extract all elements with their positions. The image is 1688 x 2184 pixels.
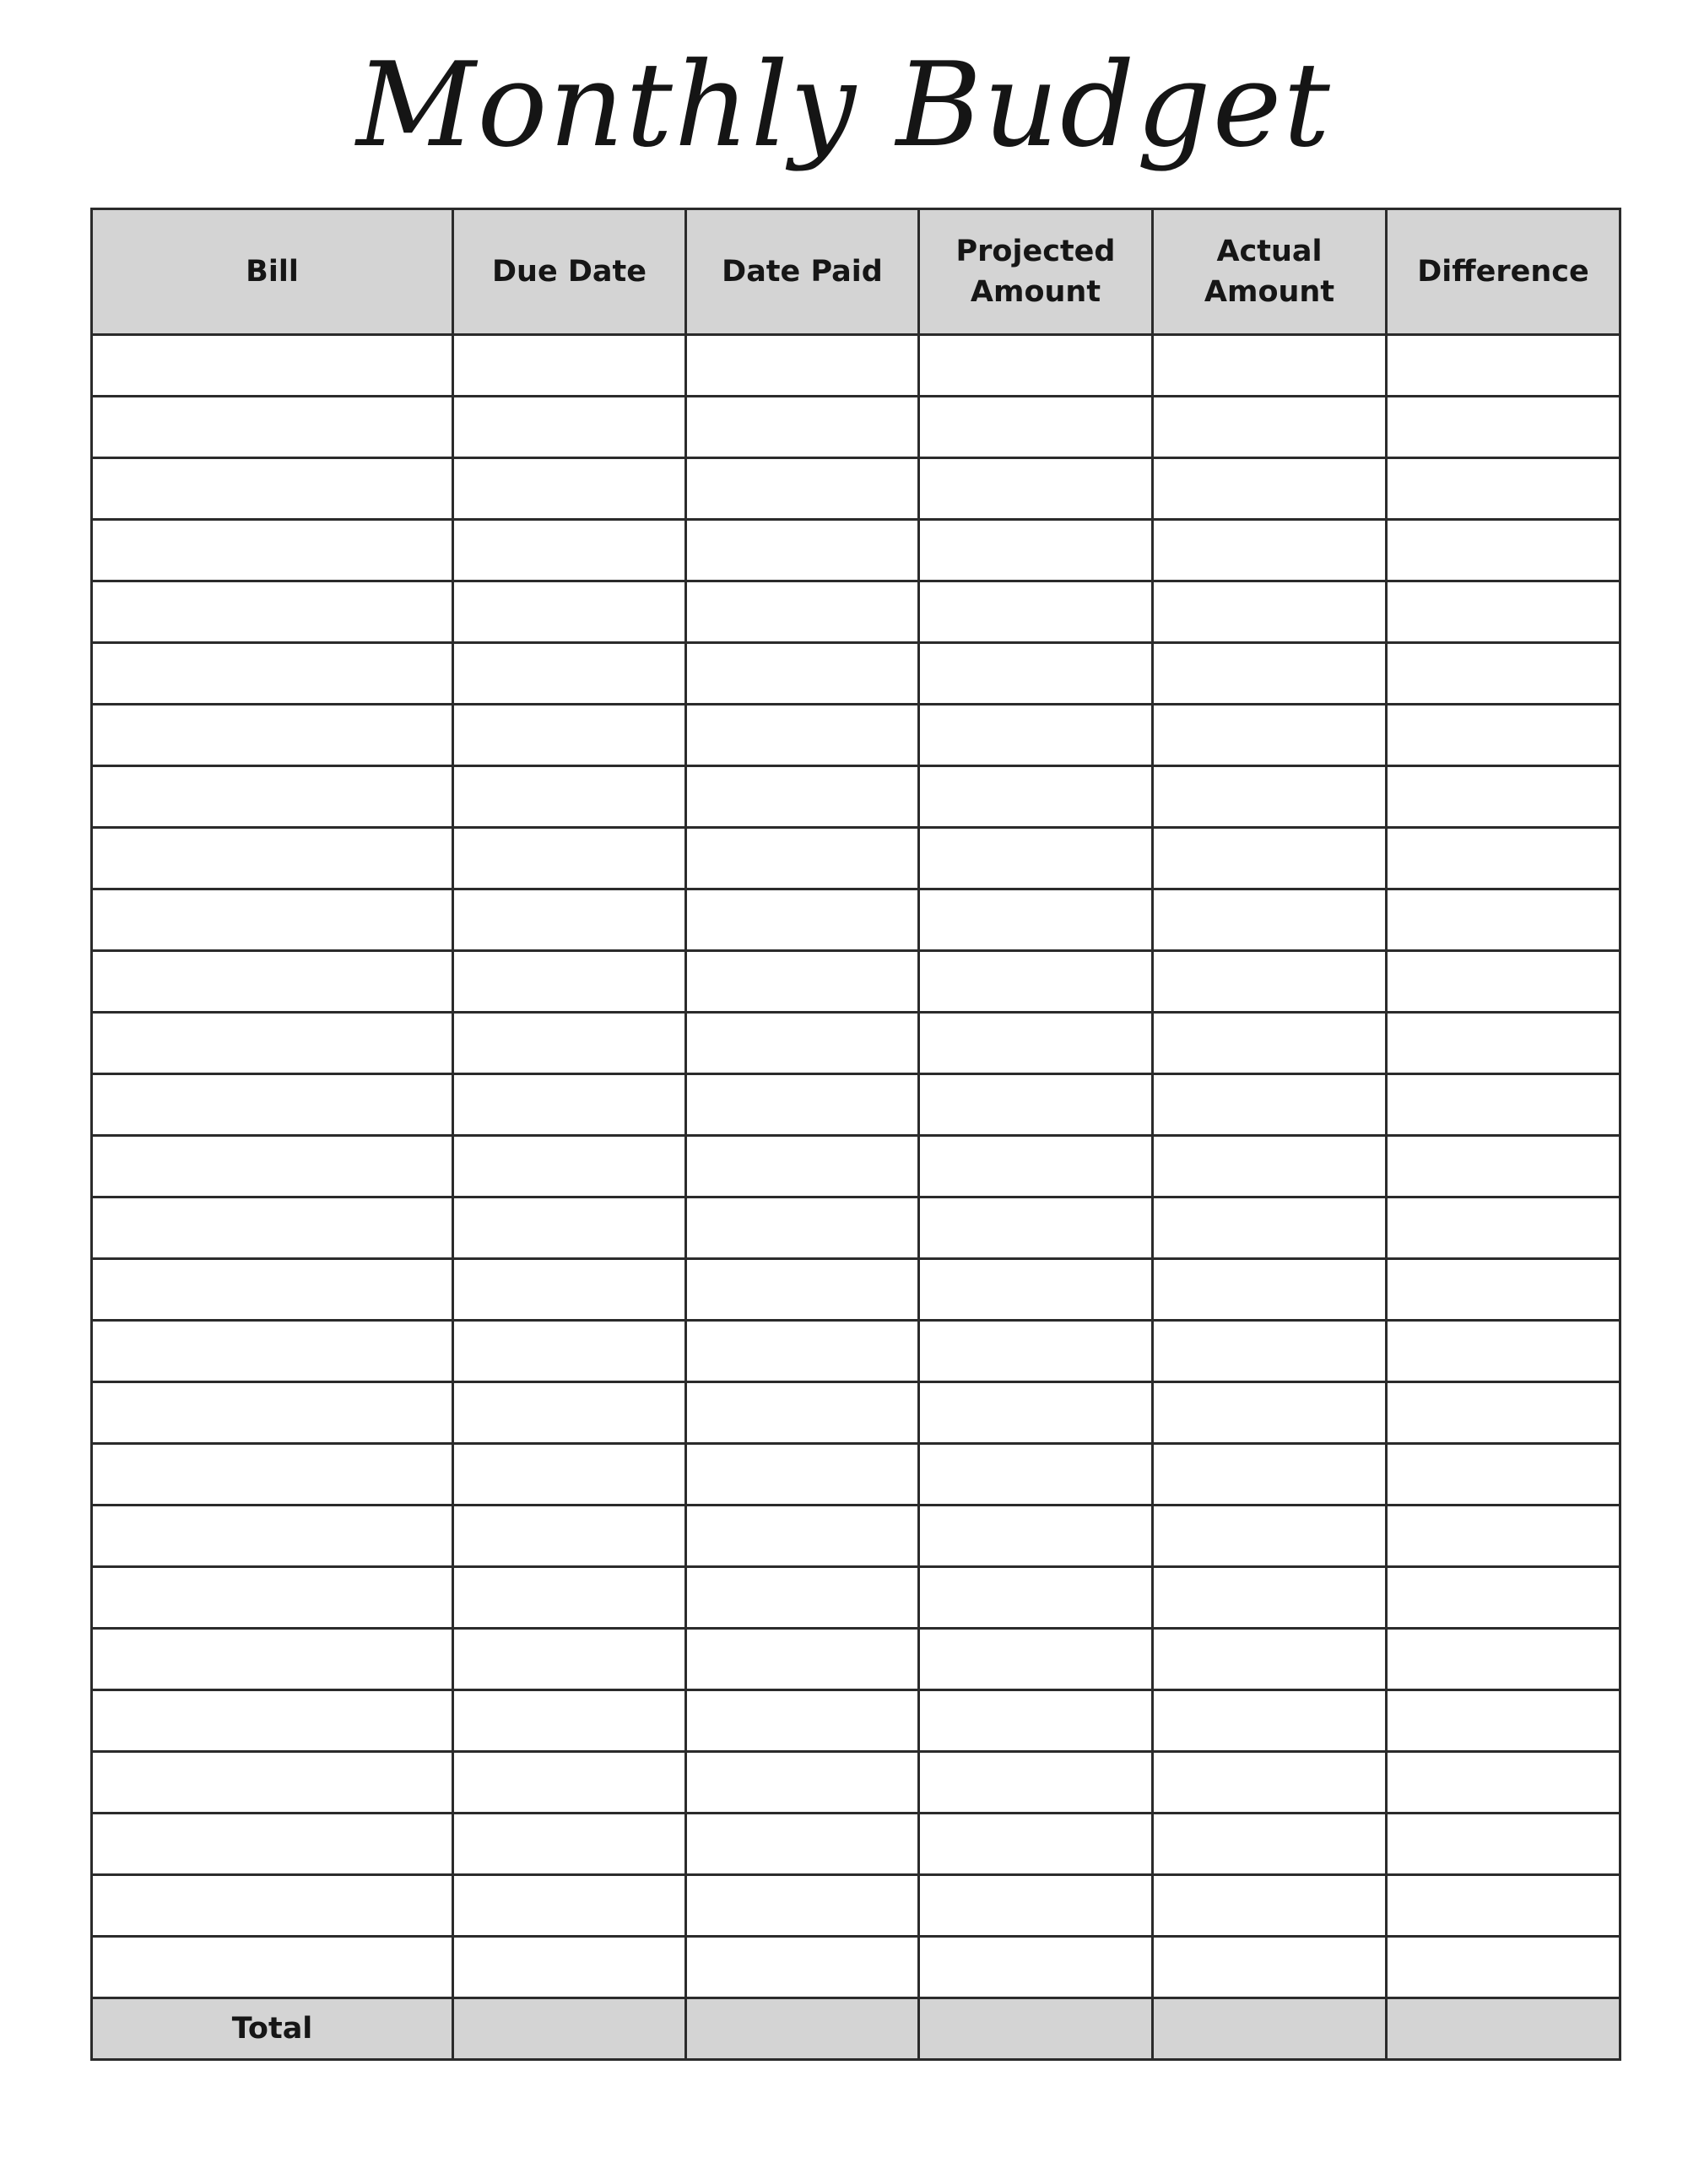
- date-paid-cell[interactable]: [686, 1382, 919, 1444]
- date-paid-cell[interactable]: [686, 1197, 919, 1259]
- bill-cell[interactable]: [92, 397, 453, 458]
- difference-cell[interactable]: [1387, 766, 1620, 828]
- actual-amount-cell[interactable]: [1153, 1814, 1387, 1875]
- projected-amount-cell[interactable]: [919, 1814, 1153, 1875]
- actual-amount-cell[interactable]: [1153, 1321, 1387, 1382]
- difference-cell[interactable]: [1387, 1382, 1620, 1444]
- table-row: [92, 828, 1620, 889]
- bill-cell[interactable]: [92, 643, 453, 705]
- date-paid-cell[interactable]: [686, 828, 919, 889]
- actual-amount-cell[interactable]: [1153, 889, 1387, 951]
- actual-amount-cell[interactable]: [1153, 705, 1387, 766]
- date-paid-cell[interactable]: [686, 1321, 919, 1382]
- projected-amount-cell[interactable]: [919, 828, 1153, 889]
- projected-amount-cell[interactable]: [919, 520, 1153, 581]
- actual-amount-cell[interactable]: [1153, 1752, 1387, 1814]
- actual-amount-cell[interactable]: [1153, 1013, 1387, 1074]
- difference-cell[interactable]: [1387, 1506, 1620, 1567]
- bill-cell[interactable]: [92, 1074, 453, 1136]
- bill-cell[interactable]: [92, 889, 453, 951]
- bill-cell[interactable]: [92, 828, 453, 889]
- difference-cell[interactable]: [1387, 1444, 1620, 1506]
- due-date-cell[interactable]: [453, 581, 686, 643]
- table-row: [92, 1506, 1620, 1567]
- table-row: [92, 1814, 1620, 1875]
- date-paid-cell[interactable]: [686, 1506, 919, 1567]
- actual-amount-cell[interactable]: [1153, 397, 1387, 458]
- actual-amount-cell[interactable]: [1153, 1937, 1387, 1998]
- difference-cell[interactable]: [1387, 828, 1620, 889]
- bill-cell[interactable]: [92, 1321, 453, 1382]
- projected-amount-cell[interactable]: [919, 1937, 1153, 1998]
- table-row: [92, 1752, 1620, 1814]
- total-difference-cell[interactable]: [1387, 1998, 1620, 2060]
- total-projected-amount-cell[interactable]: [919, 1998, 1153, 2060]
- actual-amount-cell[interactable]: [1153, 520, 1387, 581]
- due-date-cell[interactable]: [453, 1136, 686, 1197]
- actual-amount-cell[interactable]: [1153, 828, 1387, 889]
- actual-amount-cell[interactable]: [1153, 766, 1387, 828]
- difference-cell[interactable]: [1387, 951, 1620, 1013]
- budget-table: [90, 208, 1621, 2061]
- projected-amount-cell[interactable]: [919, 1013, 1153, 1074]
- bill-cell[interactable]: [92, 1567, 453, 1629]
- actual-amount-cell[interactable]: [1153, 1506, 1387, 1567]
- projected-amount-cell[interactable]: [919, 458, 1153, 520]
- table-row: [92, 1690, 1620, 1752]
- projected-amount-cell[interactable]: [919, 1136, 1153, 1197]
- header-date-paid: Date Paid: [686, 209, 919, 335]
- bill-cell[interactable]: [92, 705, 453, 766]
- projected-amount-cell[interactable]: [919, 1875, 1153, 1937]
- difference-cell[interactable]: [1387, 1752, 1620, 1814]
- total-date-paid-cell[interactable]: [686, 1998, 919, 2060]
- difference-cell[interactable]: [1387, 1259, 1620, 1321]
- projected-amount-cell[interactable]: [919, 581, 1153, 643]
- due-date-cell[interactable]: [453, 1567, 686, 1629]
- date-paid-cell[interactable]: [686, 1567, 919, 1629]
- table-row: [92, 1197, 1620, 1259]
- date-paid-cell[interactable]: [686, 1136, 919, 1197]
- bill-cell[interactable]: [92, 335, 453, 397]
- bill-cell[interactable]: [92, 1814, 453, 1875]
- due-date-cell[interactable]: [453, 1506, 686, 1567]
- actual-amount-cell[interactable]: [1153, 1875, 1387, 1937]
- actual-amount-cell[interactable]: [1153, 1567, 1387, 1629]
- actual-amount-cell[interactable]: [1153, 643, 1387, 705]
- due-date-cell[interactable]: [453, 705, 686, 766]
- date-paid-cell[interactable]: [686, 1013, 919, 1074]
- bill-cell[interactable]: [92, 1690, 453, 1752]
- date-paid-cell[interactable]: [686, 1259, 919, 1321]
- due-date-cell[interactable]: [453, 1013, 686, 1074]
- difference-cell[interactable]: [1387, 1937, 1620, 1998]
- difference-cell[interactable]: [1387, 1690, 1620, 1752]
- table-row: [92, 581, 1620, 643]
- budget-rows: [92, 335, 1620, 1998]
- bill-cell[interactable]: [92, 1444, 453, 1506]
- bill-cell[interactable]: [92, 1259, 453, 1321]
- projected-amount-cell[interactable]: [919, 1259, 1153, 1321]
- date-paid-cell[interactable]: [686, 1690, 919, 1752]
- projected-amount-cell[interactable]: [919, 335, 1153, 397]
- date-paid-cell[interactable]: [686, 951, 919, 1013]
- due-date-cell[interactable]: [453, 458, 686, 520]
- table-row: [92, 335, 1620, 397]
- difference-cell[interactable]: [1387, 705, 1620, 766]
- due-date-cell[interactable]: [453, 335, 686, 397]
- bill-cell[interactable]: [92, 581, 453, 643]
- actual-amount-cell[interactable]: [1153, 1259, 1387, 1321]
- actual-amount-cell[interactable]: [1153, 335, 1387, 397]
- projected-amount-cell[interactable]: [919, 397, 1153, 458]
- date-paid-cell[interactable]: [686, 335, 919, 397]
- projected-amount-cell[interactable]: [919, 889, 1153, 951]
- difference-cell[interactable]: [1387, 1814, 1620, 1875]
- date-paid-cell[interactable]: [686, 766, 919, 828]
- table-row: [92, 951, 1620, 1013]
- date-paid-cell[interactable]: [686, 520, 919, 581]
- actual-amount-cell[interactable]: [1153, 1444, 1387, 1506]
- bill-cell[interactable]: [92, 1629, 453, 1690]
- difference-cell[interactable]: [1387, 1013, 1620, 1074]
- difference-cell[interactable]: [1387, 1136, 1620, 1197]
- projected-amount-cell[interactable]: [919, 705, 1153, 766]
- bill-cell[interactable]: [92, 1136, 453, 1197]
- due-date-cell[interactable]: [453, 1444, 686, 1506]
- date-paid-cell[interactable]: [686, 1629, 919, 1690]
- difference-cell[interactable]: [1387, 643, 1620, 705]
- table-row: [92, 1259, 1620, 1321]
- due-date-cell[interactable]: [453, 1382, 686, 1444]
- table-row: [92, 1382, 1620, 1444]
- bill-cell[interactable]: [92, 766, 453, 828]
- bill-cell[interactable]: [92, 1506, 453, 1567]
- due-date-cell[interactable]: [453, 1074, 686, 1136]
- page-title: Monthly Budget: [356, 37, 1332, 173]
- table-row: [92, 643, 1620, 705]
- projected-amount-cell[interactable]: [919, 951, 1153, 1013]
- total-actual-amount-cell[interactable]: [1153, 1998, 1387, 2060]
- total-row: [92, 1998, 1620, 2060]
- table-row: [92, 520, 1620, 581]
- date-paid-cell[interactable]: [686, 1937, 919, 1998]
- bill-cell[interactable]: [92, 458, 453, 520]
- due-date-cell[interactable]: [453, 828, 686, 889]
- header-difference: Difference: [1387, 209, 1620, 335]
- table-row: [92, 766, 1620, 828]
- table-row: [92, 1875, 1620, 1937]
- difference-cell[interactable]: [1387, 1567, 1620, 1629]
- due-date-cell[interactable]: [453, 1752, 686, 1814]
- header-projected-amount: Projected Amount: [919, 209, 1153, 335]
- header-row: [92, 209, 1620, 335]
- date-paid-cell[interactable]: [686, 889, 919, 951]
- date-paid-cell[interactable]: [686, 1752, 919, 1814]
- actual-amount-cell[interactable]: [1153, 581, 1387, 643]
- table-row: [92, 889, 1620, 951]
- due-date-cell[interactable]: [453, 1814, 686, 1875]
- date-paid-cell[interactable]: [686, 1444, 919, 1506]
- projected-amount-cell[interactable]: [919, 1752, 1153, 1814]
- difference-cell[interactable]: [1387, 1197, 1620, 1259]
- difference-cell[interactable]: [1387, 397, 1620, 458]
- due-date-cell[interactable]: [453, 1690, 686, 1752]
- header-actual-amount: Actual Amount: [1153, 209, 1387, 335]
- table-row: [92, 397, 1620, 458]
- due-date-cell[interactable]: [453, 1629, 686, 1690]
- due-date-cell[interactable]: [453, 1321, 686, 1382]
- due-date-cell[interactable]: [453, 1259, 686, 1321]
- difference-cell[interactable]: [1387, 889, 1620, 951]
- due-date-cell[interactable]: [453, 1197, 686, 1259]
- due-date-cell[interactable]: [453, 1875, 686, 1937]
- due-date-cell[interactable]: [453, 1937, 686, 1998]
- projected-amount-cell[interactable]: [919, 766, 1153, 828]
- actual-amount-cell[interactable]: [1153, 1074, 1387, 1136]
- table-row: [92, 1136, 1620, 1197]
- difference-cell[interactable]: [1387, 1875, 1620, 1937]
- due-date-cell[interactable]: [453, 951, 686, 1013]
- date-paid-cell[interactable]: [686, 1074, 919, 1136]
- bill-cell[interactable]: [92, 520, 453, 581]
- bill-cell[interactable]: [92, 1752, 453, 1814]
- table-row: [92, 1013, 1620, 1074]
- difference-cell[interactable]: [1387, 520, 1620, 581]
- actual-amount-cell[interactable]: [1153, 1136, 1387, 1197]
- due-date-cell[interactable]: [453, 766, 686, 828]
- difference-cell[interactable]: [1387, 1321, 1620, 1382]
- header-due-date: Due Date: [453, 209, 686, 335]
- projected-amount-cell[interactable]: [919, 1567, 1153, 1629]
- table-row: [92, 705, 1620, 766]
- date-paid-cell[interactable]: [686, 643, 919, 705]
- projected-amount-cell[interactable]: [919, 1382, 1153, 1444]
- header-bill: Bill: [92, 209, 453, 335]
- bill-cell[interactable]: [92, 1013, 453, 1074]
- bill-cell[interactable]: [92, 1197, 453, 1259]
- difference-cell[interactable]: [1387, 581, 1620, 643]
- difference-cell[interactable]: [1387, 1629, 1620, 1690]
- projected-amount-cell[interactable]: [919, 1444, 1153, 1506]
- due-date-cell[interactable]: [453, 643, 686, 705]
- projected-amount-cell[interactable]: [919, 1321, 1153, 1382]
- date-paid-cell[interactable]: [686, 1875, 919, 1937]
- actual-amount-cell[interactable]: [1153, 1197, 1387, 1259]
- date-paid-cell[interactable]: [686, 458, 919, 520]
- difference-cell[interactable]: [1387, 458, 1620, 520]
- bill-cell[interactable]: [92, 951, 453, 1013]
- projected-amount-cell[interactable]: [919, 643, 1153, 705]
- difference-cell[interactable]: [1387, 1074, 1620, 1136]
- total-due-date-cell[interactable]: [453, 1998, 686, 2060]
- actual-amount-cell[interactable]: [1153, 951, 1387, 1013]
- actual-amount-cell[interactable]: [1153, 1382, 1387, 1444]
- date-paid-cell[interactable]: [686, 1814, 919, 1875]
- actual-amount-cell[interactable]: [1153, 1690, 1387, 1752]
- due-date-cell[interactable]: [453, 889, 686, 951]
- bill-cell[interactable]: [92, 1937, 453, 1998]
- table-row: [92, 1321, 1620, 1382]
- table-row: [92, 1937, 1620, 1998]
- date-paid-cell[interactable]: [686, 581, 919, 643]
- table-row: [92, 1444, 1620, 1506]
- date-paid-cell[interactable]: [686, 397, 919, 458]
- table-row: [92, 1074, 1620, 1136]
- projected-amount-cell[interactable]: [919, 1690, 1153, 1752]
- table-row: [92, 1567, 1620, 1629]
- table-row: [92, 458, 1620, 520]
- projected-amount-cell[interactable]: [919, 1629, 1153, 1690]
- bill-cell[interactable]: [92, 1875, 453, 1937]
- total-label: Total: [92, 1998, 453, 2060]
- projected-amount-cell[interactable]: [919, 1074, 1153, 1136]
- difference-cell[interactable]: [1387, 335, 1620, 397]
- projected-amount-cell[interactable]: [919, 1197, 1153, 1259]
- projected-amount-cell[interactable]: [919, 1506, 1153, 1567]
- date-paid-cell[interactable]: [686, 705, 919, 766]
- bill-cell[interactable]: [92, 1382, 453, 1444]
- due-date-cell[interactable]: [453, 520, 686, 581]
- actual-amount-cell[interactable]: [1153, 1629, 1387, 1690]
- due-date-cell[interactable]: [453, 397, 686, 458]
- actual-amount-cell[interactable]: [1153, 458, 1387, 520]
- table-row: [92, 1629, 1620, 1690]
